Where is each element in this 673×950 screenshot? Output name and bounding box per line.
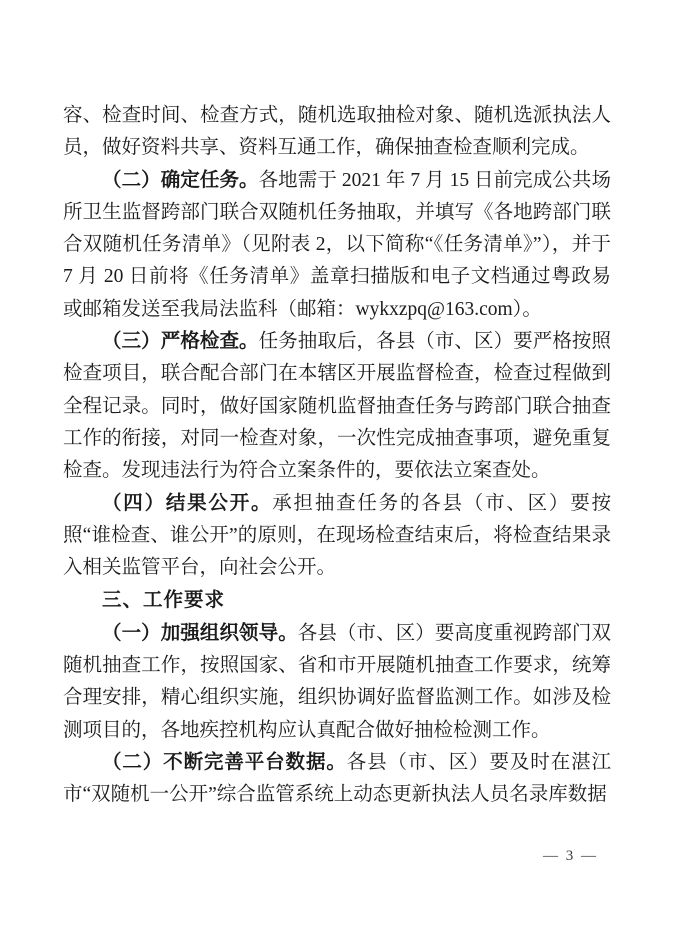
paragraph-text: 承担抽查任务的各县（市、区）要按照“谁检查、谁公开”的原则，在现场检查结束后，将检查结果录入相关监管平台，向社会公开。 — [63, 492, 611, 579]
paragraph-lead: （三）严格检查。 — [102, 331, 259, 353]
paragraph — [63, 488, 611, 585]
page-number: — 3 — — [543, 848, 598, 864]
paragraph-text: 各地需于 2021 年 7 月 15 日前完成公共场所卫生监督跨部门联合双随机任务抽取，并填写《各地跨部门联合双随机任务清单》（见附表 2，以下简称“《任务清单》”），并于 7 月 20 日前将《任务清单》盖章扫描版和电子文档通过粤政易或邮箱发送至我局法监科（邮箱：wykxzpq@163.com）。 — [63, 169, 611, 320]
paragraph-text: 各县（市、区）要及时在湛江市“双随机一公开”综合监管系统上动态更新执法人员名录库数据 — [63, 751, 611, 806]
paragraph — [63, 747, 611, 812]
paragraph-text: 任务抽取后，各县（市、区）要严格按照检查项目，联合配合部门在本辖区开展监督检查，检查过程做到全程记录。同时，做好国家随机监督抽查任务与跨部门联合抽查工作的衔接，对同一检查对象，一次性完成抽查事项，避免重复检查。发现违法行为符合立案条件的，要依法立案查处。 — [63, 331, 611, 482]
paragraph — [63, 165, 611, 326]
paragraph-text: 各县（市、区）要高度重视跨部门双随机抽查工作，按照国家、省和市开展随机抽查工作要求，统筹合理安排，精心组织实施，组织协调好监督监测工作。如涉及检测项目的，各地疾控机构应认真配合做好抽检检测工作。 — [63, 622, 611, 741]
heading-text: 三、工作要求 — [102, 589, 226, 612]
paragraph-lead: （一）加强组织领导。 — [102, 622, 298, 644]
paragraph — [63, 100, 611, 165]
paragraph — [63, 326, 611, 487]
paragraph-lead: （二）不断完善平台数据。 — [102, 751, 347, 773]
paragraph — [63, 618, 611, 747]
paragraph-text: 容、检查时间、检查方式，随机选取抽检对象、随机选派执法人员，做好资料共享、资料互通工作，确保抽查检查顺利完成。 — [63, 105, 611, 159]
section-heading — [63, 584, 611, 617]
paragraph-lead: （四）结果公开。 — [102, 492, 273, 514]
document-body — [63, 100, 611, 812]
paragraph-lead: （二）确定任务。 — [102, 169, 259, 191]
